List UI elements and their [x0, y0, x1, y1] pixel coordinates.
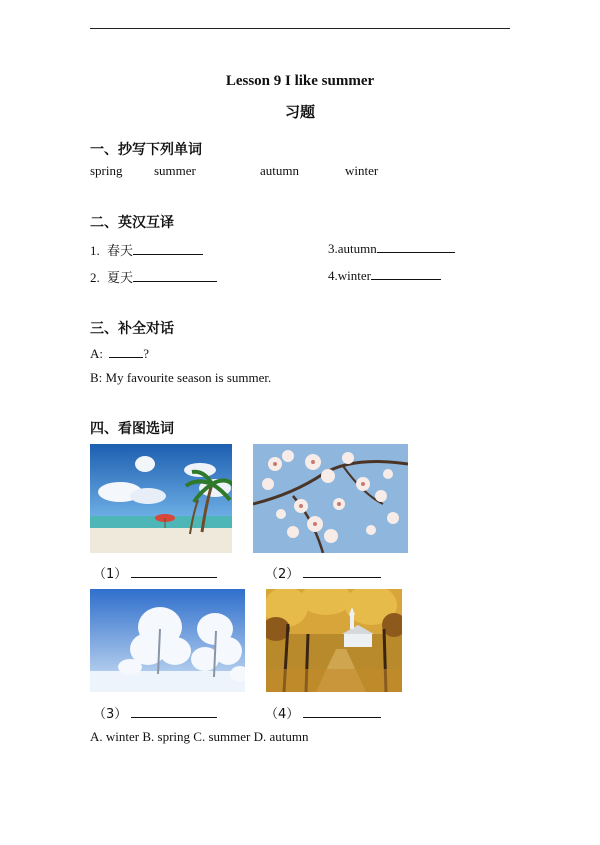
dialogue-blank[interactable]	[109, 345, 143, 358]
page-title: Lesson 9 I like summer	[225, 73, 375, 89]
translate-item-3	[328, 240, 455, 257]
picture-label: （2）	[265, 567, 300, 582]
translate-item-2	[90, 267, 217, 286]
blossom-spring-photo	[253, 444, 408, 553]
item-text: 春天	[107, 244, 134, 259]
word-autumn: autumn	[260, 163, 299, 178]
line-a-suffix: ?	[143, 346, 150, 361]
autumn-trees-photo	[266, 589, 402, 692]
picture-1-caption	[93, 563, 217, 582]
word-spring: spring	[90, 163, 123, 178]
section1-heading: 一、抄写下列单词	[90, 142, 202, 158]
section2-heading: 二、英汉互译	[90, 215, 174, 231]
item-number: 2.	[90, 270, 100, 285]
snow-winter-photo	[90, 589, 245, 692]
dialogue-line-a	[90, 345, 149, 362]
word-summer: summer	[154, 163, 196, 178]
picture-answer-blank[interactable]	[131, 565, 217, 578]
item-text: autumn	[337, 241, 377, 256]
picture-answer-blank[interactable]	[303, 565, 381, 578]
section4-heading: 四、看图选词	[90, 421, 174, 437]
answer-blank[interactable]	[377, 240, 455, 253]
dialogue-line-b: B: My favourite season is summer.	[90, 370, 272, 385]
picture-answer-blank[interactable]	[303, 705, 381, 718]
item-text: 夏天	[107, 271, 134, 286]
picture-answer-blank[interactable]	[131, 705, 217, 718]
picture-4-caption	[265, 703, 381, 722]
answer-options: A. winter B. spring C. summer D. autumn	[90, 729, 309, 744]
item-text: winter	[337, 268, 371, 283]
line-a-prefix: A:	[90, 346, 103, 361]
translate-item-4	[328, 267, 441, 284]
beach-summer-photo	[90, 444, 232, 553]
picture-label: （1）	[93, 567, 128, 582]
top-rule	[90, 28, 510, 29]
word-winter: winter	[345, 163, 379, 178]
picture-label: （4）	[265, 707, 300, 722]
item-number: 3.	[328, 241, 338, 256]
page-subtitle: 习题	[284, 103, 315, 121]
section3-heading: 三、补全对话	[90, 321, 174, 337]
picture-label: （3）	[93, 707, 128, 722]
picture-2-caption	[265, 563, 381, 582]
picture-3-caption	[93, 703, 217, 722]
item-number: 4.	[328, 268, 338, 283]
item-number: 1.	[90, 243, 100, 258]
answer-blank[interactable]	[371, 267, 441, 280]
translate-item-1	[90, 240, 203, 259]
answer-blank[interactable]	[133, 242, 203, 255]
answer-blank[interactable]	[133, 269, 217, 282]
